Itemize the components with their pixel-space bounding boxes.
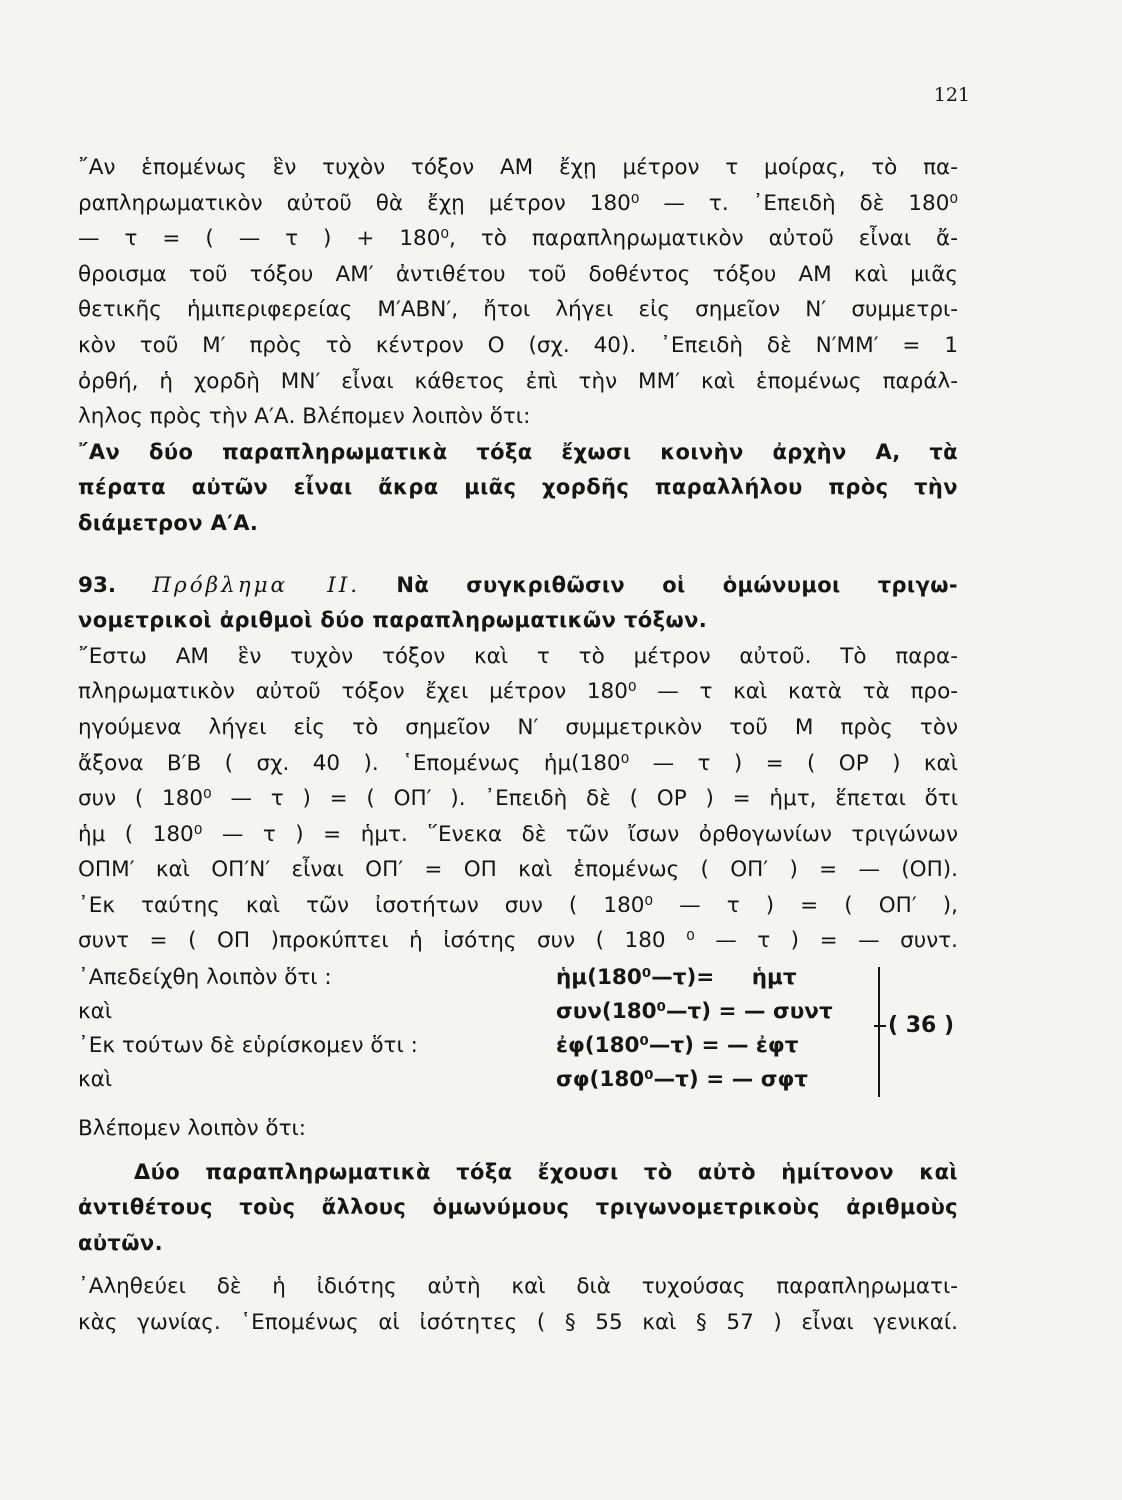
text-line: ληλος πρὸς τὴν Α′Α. Βλέπομεν λοιπὸν ὅτι:: [78, 404, 531, 430]
text-line: πληρωματικὸν αὐτοῦ τόξον ἔχει μέτρον 180⁰ — τ καὶ κατὰ τὰ προ-: [78, 679, 958, 705]
formula-row: [78, 1067, 958, 1103]
theorem-1: [78, 435, 958, 542]
problem-line-1: [78, 568, 958, 604]
page-number: 121: [933, 84, 970, 106]
problem-statement: νομετρικοὶ ἀριθμοὶ δύο παραπληρωματικῶν τόξων.: [78, 608, 708, 633]
paragraph-2: [78, 639, 958, 959]
text-line: Δύο παραπληρωματικὰ τόξα ἔχουσι τὸ αὐτὸ ἡμίτονον καὶ: [134, 1159, 958, 1184]
text-line: ΟΠΜ′ καὶ ΟΠ′Ν′ εἶναι ΟΠ′ = ΟΠ καὶ ἑπομένως ( ΟΠ′ ) = — (ΟΠ).: [78, 857, 958, 883]
paragraph-3: [78, 1269, 958, 1340]
text-line: ἡμ ( 180⁰ — τ ) = ἡμτ. ῞Ενεκα δὲ τῶν ἴσων ὀρθογωνίων τριγώνων: [78, 821, 958, 847]
equation-number: ( 36 ): [888, 1013, 955, 1039]
formula-equation: ἐφ(180⁰—τ) = — ἐφτ: [556, 1033, 799, 1059]
problem-heading: [78, 568, 958, 639]
spacer: [78, 1261, 958, 1269]
brace-tip: [874, 1025, 886, 1039]
formula-label: καὶ: [78, 999, 113, 1025]
theorem-2: [78, 1155, 958, 1262]
formula-label: ᾿Απεδείχθη λοιπὸν ὅτι :: [78, 965, 332, 991]
text-line: θροισμα τοῦ τόξου ΑΜ′ ἀντιθέτου τοῦ δοθέντος τόξου ΑΜ καὶ μιᾶς: [78, 261, 958, 287]
text-line: — τ = ( — τ ) + 180⁰, τὸ παραπληρωματικὸν αὐτοῦ εἶναι ἄ-: [78, 226, 958, 252]
formula-row: [78, 1033, 958, 1069]
spacer: [78, 1147, 958, 1155]
text-line: ὀρθή, ἡ χορδὴ ΜΝ′ εἶναι κάθετος ἐπὶ τὴν ΜΜ′ καὶ ἑπομένως παράλ-: [78, 368, 958, 394]
problem-number: 93.: [78, 572, 117, 598]
text-line: κὰς γωνίας. ῾Επομένως αἱ ἰσότητες ( § 55 καὶ § 57 ) εἶναι γενικαί.: [78, 1310, 958, 1336]
text-line: ηγούμενα λήγει εἰς τὸ σημεῖον Ν′ συμμετρικὸν τοῦ Μ πρὸς τὸν: [78, 714, 958, 740]
text-line: συντ = ( ΟΠ )προκύπτει ἡ ἰσότης συν ( 180 ⁰ — τ ) = — συντ.: [78, 928, 958, 954]
text-line: Βλέπομεν λοιπὸν ὅτι:: [78, 1116, 307, 1142]
formula-equation: ἡμ(180⁰—τ)= ἡμτ: [556, 965, 797, 991]
text-line: ῎Αν ἑπομένως ἓν τυχὸν τόξον ΑΜ ἔχῃ μέτρον τ μοίρας, τὸ πα-: [78, 155, 958, 180]
formula-label: ᾿Εκ τούτων δὲ εὑρίσκομεν ὅτι :: [78, 1033, 418, 1059]
text-line: συν ( 180⁰ — τ ) = ( ΟΠ′ ). ᾿Επειδὴ δὲ ( ΟΡ ) = ἡμτ, ἕπεται ὅτι: [78, 786, 958, 812]
text-line: ἀντιθέτους τοὺς ἄλλους ὁμωνύμους τριγωνομετρικοὺς ἀριθμοὺς: [78, 1195, 958, 1220]
text-line: ῎Αν δύο παραπληρωματικὰ τόξα ἔχωσι κοινὴν ἀρχὴν Α, τὰ: [78, 439, 958, 464]
text-line: ῎Εστω ΑΜ ἓν τυχὸν τόξον καὶ τ τὸ μέτρον αὐτοῦ. Τὸ παρα-: [78, 643, 958, 669]
formula-label: καὶ: [78, 1067, 113, 1093]
text-line: ᾿Εκ ταύτης καὶ τῶν ἰσοτήτων συν ( 180⁰ — τ ) = ( ΟΠ′ ),: [78, 892, 958, 918]
paragraph-1: [78, 150, 958, 435]
conclusion-intro: [78, 1111, 958, 1147]
formula-equation: σφ(180⁰—τ) = — σφτ: [556, 1067, 808, 1093]
formula-row: [78, 999, 958, 1035]
formula-block-36: [78, 961, 958, 1111]
text-line: πέρατα αὐτῶν εἶναι ἄκρα μιᾶς χορδῆς παραλλήλου πρὸς τὴν: [78, 475, 958, 500]
formula-equation: συν(180⁰—τ) = — συντ: [556, 999, 833, 1025]
formula-row: [78, 965, 958, 1001]
text-line: αὐτῶν.: [78, 1230, 163, 1255]
text-line: κὸν τοῦ Μ′ πρὸς τὸ κέντρον Ο (σχ. 40). ᾿Επειδὴ δὲ Ν′ΜΜ′ = 1: [78, 332, 958, 358]
text-line: διάμετρον Α′Α.: [78, 510, 259, 535]
text-line: ραπληρωματικὸν αὐτοῦ θὰ ἔχῃ μέτρον 180⁰ — τ. ᾿Επειδὴ δὲ 180⁰: [78, 190, 958, 216]
text-line: θετικῆς ἡμιπεριφερείας Μ′ΑΒΝ′, ἤτοι λήγει εἰς σημεῖον Ν′ συμμετρι-: [78, 297, 958, 323]
text-line: ἄξονα Β′Β ( σχ. 40 ). ῾Επομένως ἡμ(180⁰ — τ ) = ( ΟΡ ) καὶ: [78, 750, 958, 776]
text-line: ᾿Αληθεύει δὲ ἡ ἰδιότης αὐτὴ καὶ διὰ τυχούσας παραπληρωματι-: [78, 1274, 958, 1300]
spacer: [78, 542, 958, 568]
problem-statement: Νὰ συγκριθῶσιν οἱ ὁμώνυμοι τριγω-: [396, 572, 958, 597]
page-body: [78, 150, 958, 1341]
problem-title: Πρόβλημα ΙΙ.: [152, 572, 361, 598]
